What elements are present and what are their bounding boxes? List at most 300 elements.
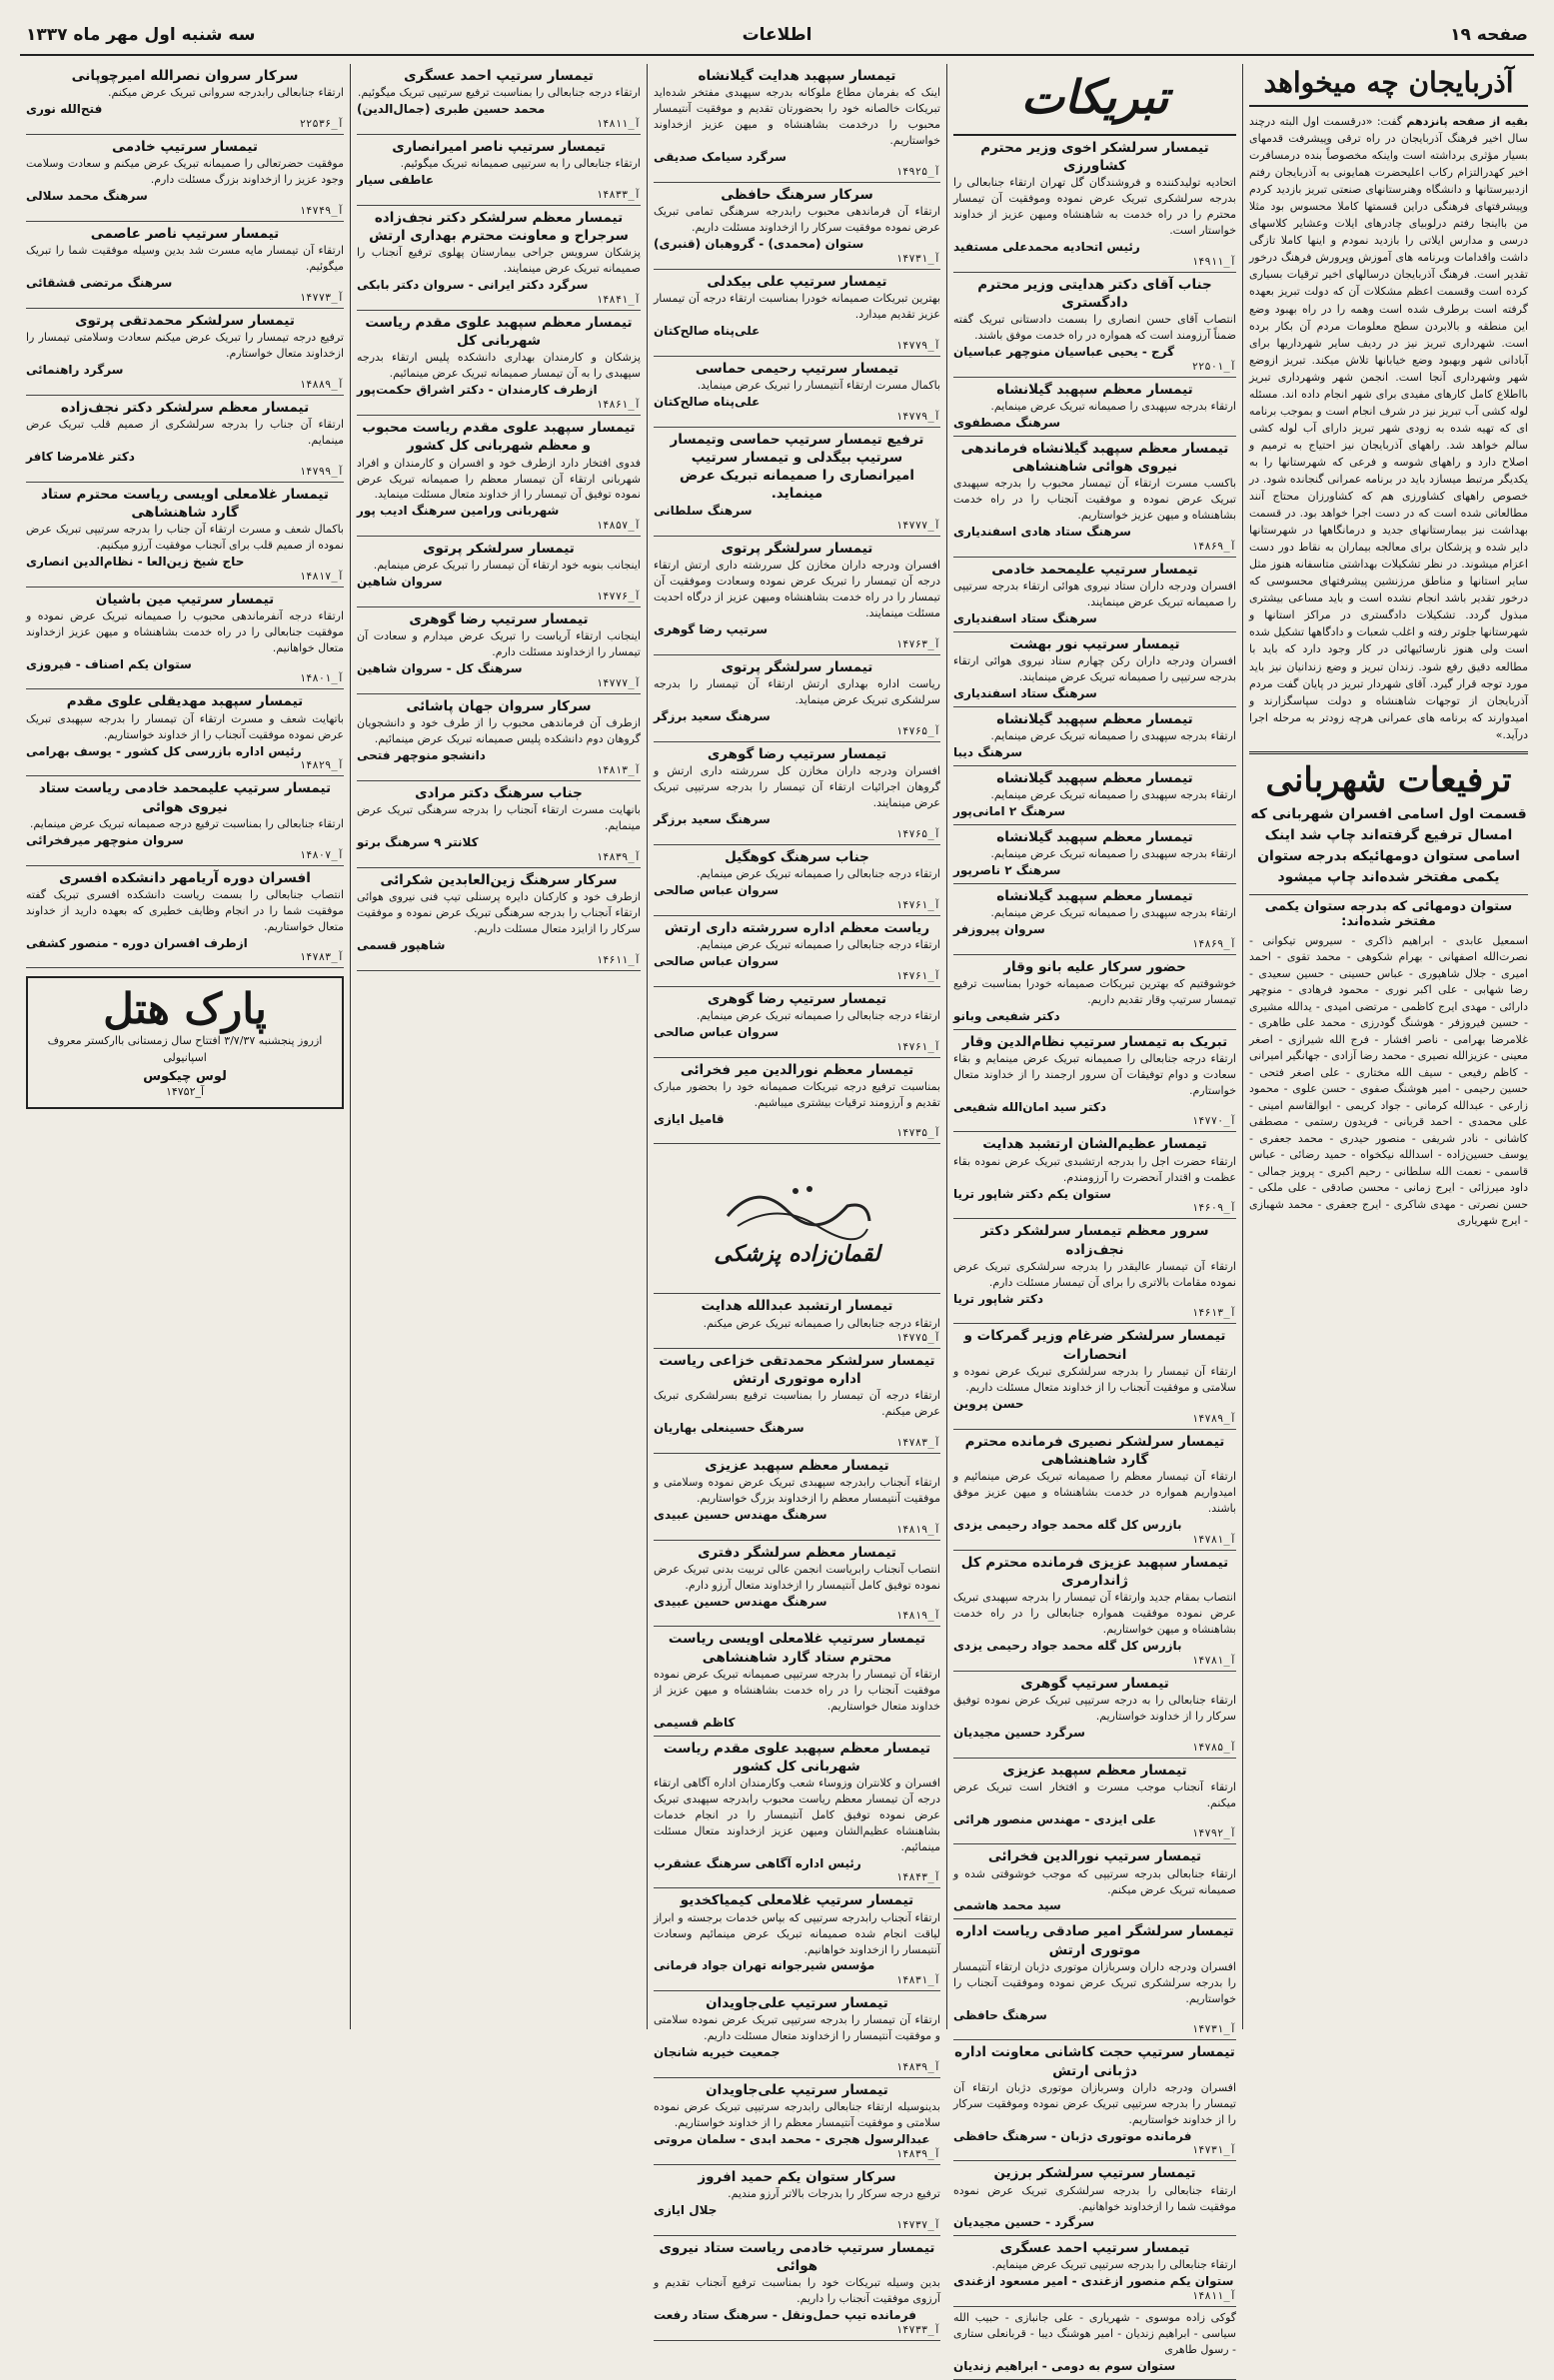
announcement-item bbox=[953, 2307, 1236, 2380]
announcement-item bbox=[654, 64, 940, 183]
announcement-heading: تیمسار معظم سرلشکر دکتر نجف‌زاده سرجراح و معاونت محترم بهداری ارتش bbox=[369, 209, 629, 245]
announcement-signature: سرتیپ رضا گوهری bbox=[654, 622, 769, 637]
announcement-signature: فتح‌الله نوری bbox=[26, 102, 103, 117]
announcement-body: ارتقاء جنابعالی رابدرجه سروانی تبریک عرض میکنم. bbox=[107, 86, 344, 100]
announcement-signature: جلال ایازی bbox=[654, 2203, 718, 2218]
announcement-item bbox=[654, 1991, 940, 2078]
announcement-ref-number: آ_۱۴۸۵۷ bbox=[596, 520, 641, 533]
announcement-body: ارتقاء آن فرماندهی محبوب رابدرجه سرهنگی تمامی تبریک عرض نموده موفقیت سرکار را ازخداوند مسئلت داریم. bbox=[654, 204, 940, 234]
announcement-body: ارتقاء بدرجه سپهبدی را صمیمانه تبریک عرض مینمایم. bbox=[990, 847, 1236, 860]
announcement-heading: تیمسار سرتیپ احمد عسگری bbox=[404, 68, 594, 84]
announcement-item bbox=[953, 2236, 1236, 2307]
announcement-signature: سرگرد دکتر ایرانی - سروان دکتر بابکی bbox=[357, 278, 589, 293]
announcement-ref-number: آ_۱۴۷۸۱ bbox=[1191, 1533, 1236, 1546]
promotions-title: ترفیعات شهربانی bbox=[1249, 751, 1528, 800]
announcement-ref-number: آ_۱۴۶۱۳ bbox=[1191, 1307, 1236, 1320]
article-lead: بقیه از صفحه پانزدهم bbox=[1406, 115, 1529, 128]
announcement-signature: سرهنگ حسینعلی بهاریان bbox=[654, 1420, 804, 1435]
announcement-signature: سروان شاهین bbox=[357, 575, 443, 590]
announcement-heading: تیمسار سرتیپ غلامعلی اویسی ریاست محترم ستاد گارد شاهنشاهی bbox=[668, 1631, 926, 1666]
announcement-body: ارتقاء آن تیمسار عالیقدر را بدرجه سرلشکری تبریک عرض نموده مقامات بالاتری را برای آن تیمسار مسئلت دارم. bbox=[953, 1259, 1236, 1289]
announcement-signature: سروان عباس صالحی bbox=[654, 1024, 778, 1039]
announcement-ref-number: آ_۱۴۸۱۱ bbox=[1191, 2290, 1236, 2303]
announcement-signature: علی ایزدی - مهندس منصور هرائی bbox=[953, 1811, 1157, 1826]
announcement-item bbox=[654, 1294, 940, 1348]
announcement-signature: شاهپور قسمی bbox=[357, 937, 446, 952]
announcement-item bbox=[357, 416, 641, 537]
announcement-ref-number: آ_۱۴۸۴۱ bbox=[596, 294, 641, 307]
announcement-signature: ستوان یکم دکتر شاپور تریا bbox=[953, 1186, 1111, 1201]
article-title: آذربایجان چه میخواهد bbox=[1249, 64, 1528, 107]
announcement-ref-number: آ_۱۴۸۴۳ bbox=[895, 1871, 940, 1884]
announcement-signature: سرگرد - حسین مجیدیان bbox=[953, 2215, 1095, 2230]
announcement-item bbox=[953, 1430, 1236, 1551]
announcement-item bbox=[26, 689, 344, 776]
announcement-body: اینک که بفرمان مطاع ملوکانه بدرجه سپهبدی مفتخر شده‌اید تبریکات خالصانه خود را بحضورتان تقدیم و موفقیت آنتیمسار محبوب را درخدمت بشاهنشاه و میهن عزیز ازخداوند خواستاریم. bbox=[654, 86, 940, 148]
announcement-ref-number: آ_۱۴۷۸۹ bbox=[1191, 1412, 1236, 1425]
announcement-ref-number: آ_۱۴۸۳۳ bbox=[596, 188, 641, 201]
announcement-ref-number: آ_۱۴۸۶۹ bbox=[1191, 937, 1236, 950]
announcement-ref-number: آ_۱۴۷۴۹ bbox=[299, 204, 344, 217]
announcement-body: ریاست اداره بهداری ارتش ارتقاء آن تیمسار را بدرجه سرلشکری تبریک عرض مینماید. bbox=[654, 677, 940, 707]
announcement-heading: سرکار سرهنگ حافظی bbox=[721, 186, 873, 203]
announcement-signature: سرهنگ سعید برزگر bbox=[654, 709, 771, 724]
announcement-signature: سرهنگ ستاد اسفندیاری bbox=[953, 686, 1097, 701]
announcement-ref-number: آ_۱۴۷۶۵ bbox=[895, 827, 940, 840]
announcement-heading: جناب آقای دکتر هدایتی وزیر محترم دادگستری bbox=[977, 276, 1212, 312]
announcement-item bbox=[26, 483, 344, 588]
announcement-ref-number: آ_۱۴۷۷۶ bbox=[596, 591, 641, 603]
announcement-item bbox=[26, 222, 344, 309]
column-tabrikat bbox=[946, 64, 1242, 2374]
announcement-heading: تیمسار سرلشکر محمدتقی پرتوی bbox=[75, 312, 295, 329]
announcement-heading: سرکار سرهنگ زین‌العابدین شکرائی bbox=[380, 871, 618, 888]
announcement-signature: بازرس کل گله محمد جواد رحیمی یزدی bbox=[953, 1638, 1182, 1653]
announcement-body: افسران و کلانتران وزوساء شعب وکارمندان اداره آگاهی ارتقاء درجه آن تیمسار معظم ریاست محبوب رابدرجه سپهبدی تبریک عرض نموده توفیق کامل آنتیمسار را در انجام خدمات بشاهنشاه عظیم‌الشان ومیهن عزیز ازخداوند متعال مسئلت مینمائیم. bbox=[654, 1776, 940, 1853]
announcement-item bbox=[26, 776, 344, 865]
announcement-ref-number: آ_۱۴۸۸۹ bbox=[299, 378, 344, 391]
announcement-heading: تیمسار سرتیپ نورالدین فخرائی bbox=[987, 1848, 1202, 1865]
announcement-body: ارتقاء جنابعالی را بدرجه سرتیپی تبریک عرض مینمایم. bbox=[991, 2258, 1236, 2272]
announcement-heading: ریاست معظم اداره سررشته داری ارتش bbox=[664, 919, 930, 936]
announcement-body: ارتقاء حضرت اجل را بدرجه ارتشبدی تبریک عرض نموده بقاء عظمت و اقتدار آنحضرت را آرزومندم. bbox=[953, 1154, 1236, 1184]
announcement-item bbox=[357, 135, 641, 206]
announcement-ref-number: آ_۱۴۷۷۹ bbox=[895, 339, 940, 352]
announcement-body: افسران ودرجه داران ستاد نیروی هوائی ارتقاء بدرجه سرتیپی را صمیمانه تبریک عرض مینمایند. bbox=[953, 580, 1236, 609]
announcement-item bbox=[357, 206, 641, 311]
announcement-item bbox=[654, 1454, 940, 1541]
announcement-heading: تیمسار سرلشکر پرتوی bbox=[423, 541, 575, 558]
announcement-item bbox=[654, 655, 940, 742]
announcement-signature: فرمانده تیپ حمل‌ونقل - سرهنگ ستاد رفعت bbox=[654, 2308, 917, 2323]
announcement-signature: سرهنگ مهندس حسین عبیدی bbox=[654, 1507, 827, 1522]
announcement-ref-number: آ_۱۴۹۲۵ bbox=[895, 165, 940, 178]
announcement-body: ارتقاء جنابعالی بدرجه سرتیپی که موجب خوشوقتی شده و صمیمانه تبریک عرض میکنم. bbox=[953, 1866, 1236, 1896]
promotions-subtitle: قسمت اول اسامی افسران شهربانی که امسال ترفیع گرفته‌اند چاپ شد اینک اسامی ستوان دومهائیکه بدرجه ستوان یکمی مفتخر شده‌اند چاپ میشود bbox=[1249, 800, 1528, 895]
announcement-heading: تیمسار سرتیپ مین باشیان bbox=[95, 591, 275, 607]
announcement-item bbox=[357, 311, 641, 416]
announcement-body: ارتقاء درجه جنابعالی را صمیمانه تبریک عرض مینمایم و بقاء سعادت و دوام توفیقات آن سرور ارجمند را از خداوند متعال خواستارم. bbox=[953, 1051, 1236, 1097]
announcement-body: انتصاب جنابعالی را بسمت ریاست دانشکده افسری تبریک گفته موفقیت شما را در انجام وظایف خطیری که بعهده دارید از خداوند متعال خواستاریم. bbox=[26, 887, 344, 933]
announcement-body: ارتقاء درجه آنفرماندهی محبوب را صمیمانه تبریک عرض نموده و موفقیت جنابعالی را در راه خدمت بشاهنشاه و میهن عزیز ازخداوند متعال خواهانیم. bbox=[26, 608, 344, 654]
tabrikat-heading: تبریکات bbox=[953, 64, 1236, 136]
announcement-ref-number: آ_۱۴۶۱۱ bbox=[596, 953, 641, 966]
announcement-body: اینجانب ارتقاء آریاست را تبریک عرض میدارم و سعادت آن تیمسار را ازخداوند مسئلت دارم. bbox=[357, 629, 641, 659]
announcement-heading: تیمسار سرتیپ خادمی ریاست ستاد نیروی هوائی bbox=[659, 2239, 935, 2275]
announcement-body: ارتقاء آن جناب را بدرجه سرلشکری از صمیم قلب تبریک عرض مینمایم. bbox=[26, 417, 344, 447]
announcement-signature: سرگرد راهنمائی bbox=[26, 362, 124, 377]
columns bbox=[20, 64, 1534, 2374]
announcement-heading: تیمسار سپهبد مهدیقلی علوی مقدم bbox=[66, 693, 304, 710]
announcement-signature: ستوان یکم اصناف - فیروزی bbox=[26, 656, 192, 671]
announcement-item bbox=[654, 537, 940, 655]
announcement-ref-number: آ_۱۴۸۱۹ bbox=[895, 1523, 940, 1536]
announcement-ref-number: آ_۱۴۷۷۰ bbox=[1191, 1115, 1236, 1128]
announcement-signature: سروان عباس صالحی bbox=[654, 953, 778, 968]
announcement-signature: سرهنگ مهندس حسین عبیدی bbox=[654, 1594, 827, 1609]
announcement-item bbox=[357, 694, 641, 781]
announcement-ref-number: آ_۱۴۷۸۱ bbox=[1191, 1654, 1236, 1667]
announcement-heading: تیمسار سرتیپ رضا گوهری bbox=[707, 745, 887, 762]
announcement-body: ترفیع درجه تیمسار را تبریک عرض میکنم سعادت وسلامتی تیمسار را ازخداوند متعال خواستارم. bbox=[26, 330, 344, 360]
announcement-item bbox=[357, 868, 641, 971]
announcement-item bbox=[26, 64, 344, 135]
announcement-item bbox=[357, 537, 641, 607]
hotel-ad-number: آ_۱۴۷۵۲ bbox=[165, 1085, 205, 1099]
announcement-ref-number: آ_۱۴۹۱۱ bbox=[1191, 255, 1236, 268]
announcement-item bbox=[953, 955, 1236, 1030]
announcement-ref-number: آ_۱۴۸۳۱ bbox=[895, 1974, 940, 1987]
announcement-ref-number: آ_۱۴۷۷۳ bbox=[299, 291, 344, 304]
announcement-heading: تیمسار سرلشکر محمدتقی خزاعی ریاست اداره موتوری ارتش bbox=[659, 1352, 935, 1387]
announcement-heading: سرور معظم تیمسار سرلشکر دکتر نجف‌زاده bbox=[980, 1223, 1209, 1258]
column-article bbox=[1242, 64, 1534, 2029]
announcement-body: ارتقاء بدرجه سپهبدی را صمیمانه تبریک عرض مینمایم. bbox=[990, 729, 1236, 743]
announcement-body: بمناسبت ترفیع درجه تبریکات صمیمانه خود را بحضور مبارک تقدیم و آرزومند ترقیات بیشتری میباشیم. bbox=[654, 1079, 940, 1109]
announcement-body: بدینوسیله ارتقاء جنابعالی رابدرجه سرتیپی تبریک عرض نموده سلامتی و موفقیت آنتیمسار معظم را از خداوند خواستاریم. bbox=[654, 2100, 940, 2130]
announcement-signature: سرهنگ ۲ امانی‌پور bbox=[953, 803, 1066, 818]
announcement-item bbox=[654, 1541, 940, 1628]
announcement-item bbox=[654, 183, 940, 270]
announcement-signature: حاج شیخ زین‌العا - نظام‌الدین انصاری bbox=[26, 554, 245, 569]
announcement-ref-number: آ_۱۴۷۳۱ bbox=[1191, 2144, 1236, 2157]
announcement-ref-number: آ_۱۴۸۱۷ bbox=[299, 570, 344, 583]
announcement-item bbox=[953, 1919, 1236, 2040]
announcement-heading: تیمسار معظم سپهبد گیلانشاه bbox=[996, 828, 1193, 845]
announcement-body: ارتقاء آنجناب رابدرجه سرتیپی که بپاس خدمات برجسته و ابراز لیاقت انجام شده صمیمانه تبریک عرض مینمائیم وسعادت آنتیمسار را ازخداوند خواهانیم. bbox=[654, 1910, 940, 1956]
announcement-item bbox=[654, 1627, 940, 1736]
announcement-signature: ازطرف افسران دوره - منصور کشفی bbox=[26, 935, 248, 950]
announcement-signature: سرهنگ ۲ ناصرپور bbox=[953, 862, 1061, 877]
announcement-signature: سرهنگ محمد سلالی bbox=[26, 189, 148, 204]
announcement-ref-number: آ_۱۴۷۶۱ bbox=[895, 969, 940, 982]
announcement-heading: ترفیع تیمسار سرتیپ حماسی وتیمسار سرتیپ بیگدلی و تیمسار سرتیپ امیرانصاری را صمیمانه تبریک عرض مینماید. bbox=[670, 431, 924, 503]
announcement-signature: علی‌پناه صالح‌کتان bbox=[654, 394, 761, 409]
announcement-item bbox=[654, 1737, 940, 1889]
announcement-ref-number: آ_۱۴۷۳۵ bbox=[895, 1127, 940, 1140]
announcement-body: باتهایت شعف و مسرت ارتقاء آن تیمسار را بدرجه سپهبدی تبریک عرض نموده موفقیت آنجناب را از خداوند خواستاریم. bbox=[26, 711, 344, 741]
announcement-signature: سرهنگ ستاد اسفندیاری bbox=[953, 611, 1097, 626]
announcement-heading: تیمسار سرتیپ علیمحمد خادمی ریاست ستاد نیروی هوائی bbox=[38, 780, 332, 815]
announcement-ref-number: آ_۱۴۷۷۹ bbox=[895, 410, 940, 423]
announcement-item bbox=[953, 825, 1236, 884]
announcement-heading: تیمسار معظم سپهبد علوی مقدم ریاست شهربانی کل کشور bbox=[663, 1740, 931, 1775]
announcement-heading: تیمسار معظم نورالدین میر فخرائی bbox=[680, 1061, 914, 1078]
announcement-body: ارتقاء جنابعالی را به درجه سرتیپی تبریک عرض نموده توفیق سرکار را از خداوند خواستاریم. bbox=[953, 1693, 1236, 1723]
announcement-body: انتصاب آقای حسن انصاری را بسمت دادستانی تبریک گفته ضمناً آرزومند است که همواره در راه خدمت موفق باشند. bbox=[953, 313, 1236, 343]
announcement-item bbox=[654, 987, 940, 1058]
announcement-ref-number: آ_۱۴۸۱۹ bbox=[895, 1610, 940, 1623]
announcement-item bbox=[654, 742, 940, 845]
announcement-heading: جناب سرهنگ دکتر مرادی bbox=[415, 784, 583, 801]
announcement-heading: تیمسار سپهبد هدایت گیلانشاه bbox=[698, 68, 896, 84]
announcement-signature: ستوان یکم منصور ازغندی - امیر مسعود ازغندی bbox=[953, 2274, 1234, 2289]
announcement-body: انتصاب بمقام جدید وارتقاء آن تیمسار را بدرجه سپهبدی تبریک عرض نموده موفقیت همواره جنابعالی را در راه خدمت بشاهنشاه و میهن خواستاریم. bbox=[953, 1591, 1236, 1636]
announcement-signature: حسن پروین bbox=[953, 1396, 1024, 1411]
announcement-ref-number: آ_۱۴۷۷۷ bbox=[596, 677, 641, 690]
newspaper-name: اطلاعات bbox=[742, 25, 812, 45]
announcement-heading: تیمسار سرلشگر امیر صادقی ریاست اداره موتوری ارتش bbox=[955, 1923, 1234, 1958]
announcement-heading: تیمسار معظم سپهبد عزیزی bbox=[1002, 1762, 1187, 1779]
announcement-ref-number: آ_۱۴۸۳۹ bbox=[895, 2148, 940, 2161]
announcement-signature: ستوان سوم به دومی - ابراهیم زندیان bbox=[953, 2359, 1176, 2374]
promotions-lead: ستوان دومهائی که بدرجه ستوان یکمی مفتخر شده‌اند: bbox=[1264, 898, 1513, 929]
announcement-body: اتحادیه تولیدکننده و فروشندگان گل تهران ارتقاء جنابعالی را بدرجه سرلشکری تبریک عرض نموده وموفقیت آن تیمسار محترم را در راه خدمت به شاهنشاه ومیهن عزیز از خداوند خواستار است. bbox=[953, 176, 1236, 238]
announcement-item bbox=[953, 1324, 1236, 1429]
announcement-item bbox=[953, 632, 1236, 707]
announcement-item bbox=[654, 270, 940, 357]
announcement-body: ارتقاء آن تیمسار مایه مسرت شد بدین وسیله موفقیت شما را تبریک میگوئیم. bbox=[26, 244, 344, 273]
announcement-heading: تیمسار عظیم‌الشان ارتشبد هدایت bbox=[982, 1136, 1207, 1153]
announcement-signature: سروان پیروزفر bbox=[953, 921, 1045, 936]
announcement-heading: تیمسار سرتیپ حجت کاشانی معاونت اداره دژبانی ارتش bbox=[954, 2044, 1235, 2079]
announcement-ref-number: آ_۱۴۸۳۹ bbox=[895, 2061, 940, 2074]
announcement-heading: تیمسار سرتیپ خادمی bbox=[112, 138, 258, 155]
announcement-ref-number: آ_۱۴۷۹۹ bbox=[299, 465, 344, 478]
announcement-signature: سرهنگ دیبا bbox=[953, 745, 1023, 760]
announcement-heading: تیمسار سرتیپ غلامعلی کیمیاکخدیو bbox=[680, 1892, 914, 1909]
announcement-body: باکسب مسرت ارتقاء آن تیمسار محبوب را بدرجه سپهبدی تبریک عرض نموده و موفقیت آنجناب را در راه خدمت بشاهنشاه و میهن عزیز خواستاریم. bbox=[953, 477, 1236, 523]
announcement-heading: تیمسار ارتشبد عبدالله هدایت bbox=[701, 1298, 893, 1315]
announcement-item bbox=[26, 135, 344, 222]
announcement-body: پزشکان و کارمندان بهداری دانشکده پلیس ارتقاء بدرجه سپهبدی را به آن تیمسار صمیمانه تبریک عرض مینمائیم. bbox=[357, 351, 641, 381]
announcement-heading: تیمسار معظم سپهبد علوی مقدم ریاست شهربانی کل bbox=[365, 315, 633, 350]
announcement-item bbox=[953, 2040, 1236, 2161]
announcement-heading: تیمسار سرتیپ علی‌جاویدان bbox=[706, 2082, 888, 2099]
announcement-heading: سرکار سروان نصرالله امیرچوپانی bbox=[71, 68, 299, 84]
announcement-body: بهترین تبریکات صمیمانه خودرا بمناسبت ارتقاء درجه آن تیمسار عزیز تقدیم میدارد. bbox=[654, 291, 940, 321]
announcement-heading: تیمسار سپهبد عزیزی فرمانده محترم کل ژاندارمری bbox=[960, 1554, 1229, 1589]
article-text: گفت: «درقسمت اول البته درچند سال اخیر فرهنگ آذربایجان در راه ترقی وپیشرفت قدمهای بسیار مؤثری برداشته است واینکه مخصوصاً بنده درمسافرت اخیر کهدرالتزام رکاب اعلیحضرت همایونی به آذربایجان رفتم ازدبیرستانها و دانشگاه وهنرستانهای صنعتی تبریز بازدید کردم وپیشرفتهای فرهنگی دراین قسمتها کاملا محسوس بود مثلا من بااینجا رفتم درلوبیای چادرهای ایلات وعشایر کلاسهای درسی و مدارس ایلاتی را بازدید نمودم و اینها کاملا تازگی داشت واقدامات وبرنامه های آموزش وپرورش فرهنگ درخور تقدیر است. فرهنگ آذربایجان درسالهای اخیر ترقیات بسیاری کرده است وقسمت اعظم مشکلات آن که دولت تبریز بعهده گرفته است برطرف شده است وهمه را در راه بهبود وضع این منطقه و بالابردن سطح معلومات مردم آن بکار برده است. شهرداری تبریز نیز در ردیف سایر شهرداریها برای آبادانی شهر وبهبود وضع خیابانها تلاش میکند. تبریز ازوضع شهر وشهرداری آنجا است. انجمن شهر وشهرداری تبریز بااطلاع کامل کارهای مفیدی برای شهر انجام داده اند. مسئله لوله کشی آب تبریز نیز در شرف انجام است و بموجب برنامه ای که تهیه شده به زودی شهر تبریز دارای آب لوله کشی سالم خواهد شد. راههای آذربایجان نیز احتیاج به ترمیم و اصلاح دارد و راههای شوسه و فرعی که شهرستانها را به یکدیگر مرتبط میسازد باید در برنامه عمرانی گنجانده شود. در خصوص راههای کشاورزی هم که کشاورزان محتاج آنند مطالعاتی شده است که در دست اجرا خواهد بود. در قسمت بهداشت نیز بیمارستانهای جدید و درمانگاهها در شهرستانها دایر شده و پزشکان برای معالجه بیماران به نقاط دور دست اعزام میشوند. در نظر تشکیلات بهداشتی متاسفانه هنوز مثل سایر استانها و مناطق مرزنشین پیشرفتهای محسوسی که درخور تقدیر باشد انجام نشده است و باید مساعی بیشتری مبذول گردد. تشکیلات دادگستری در مراکز استانها و شهرستانها جلوتر رفته و اغلب شعبات و دادگاهها تشکیل شده است ولی هنوز نارسائیهائی در کار وجود دارد که باید با مطالعه دقیق رفع شود. زندان تبریز و وضع زندانیان نیز باید مورد توجه قرار گیرد. آقای شهردار تبریز در پایان گفت مردم آذربایجان از توجهات شاهنشاه و دولت سپاسگزارند و امیدوارند که برنامه های عمرانی هرچه زودتر به مرحله اجرا درآید.» bbox=[1249, 115, 1528, 741]
logo-text: لقمان‌زاده پزشکی bbox=[714, 1240, 880, 1267]
announcement-item bbox=[654, 1058, 940, 1145]
announcement-body: پزشکان سرویس جراحی بیمارستان پهلوی ترفیع آنجناب را صمیمانه تبریک عرض مینمایند. bbox=[357, 246, 641, 276]
announcement-body: ازطرف آن فرماندهی محبوب را از طرف خود و دانشجویان گروهان دوم دانشکده پلیس صمیمانه تبریک عرض مینمائیم. bbox=[357, 716, 641, 746]
announcement-item bbox=[953, 136, 1236, 273]
announcement-signature: دکتر شفیعی وبانو bbox=[953, 1008, 1060, 1023]
hotel-ad-desc: ازروز پنجشنبه ۳/۷/۳۷ افتتاح سال زمستانی باارکستر معروف اسپانیولی bbox=[47, 1034, 323, 1064]
announcement-item bbox=[654, 1888, 940, 1991]
announcement-ref-number: آ_۱۴۸۶۹ bbox=[1191, 541, 1236, 554]
announcement-item bbox=[953, 884, 1236, 955]
announcement-item bbox=[654, 916, 940, 987]
announcement-heading: سرکار سروان جهان پاشائی bbox=[406, 698, 592, 715]
announcement-signature: علی‌پناه صالح‌کتان bbox=[654, 323, 761, 338]
announcement-signature: رئیس اداره بازرسی کل کشور - یوسف بهرامی bbox=[26, 743, 302, 758]
announcement-body: باکمال مسرت ارتقاء آنتیمسار را تبریک عرض مینماید. bbox=[697, 378, 940, 392]
announcement-heading: تیمسار سرلشکر اخوی وزیر محترم کشاورزی bbox=[980, 140, 1209, 175]
announcement-body: بانهایت مسرت ارتقاء آنجناب را بدرجه سرهنگی تبریک عرض مینمایم. bbox=[357, 803, 641, 833]
announcements-col2b bbox=[654, 1294, 940, 2341]
announcement-body: افسران ودرجه داران مخازن کل سررشته داری ارتش و گروهان اجرائیات ارتقاء آن تیمسار را بدرجه سرتیپی تبریک عرض مینمایند. bbox=[654, 764, 940, 809]
announcement-ref-number: آ_۱۴۷۶۱ bbox=[895, 1040, 940, 1053]
announcement-signature: سرهنگ حافظی bbox=[953, 2007, 1047, 2022]
announcement-signature: سید محمد هاشمی bbox=[953, 1898, 1061, 1913]
announcement-body: ارتقاء درجه جنابعالی را صمیمانه تبریک عرض مینمایم. bbox=[696, 937, 940, 951]
announcement-signature: فرمانده موتوری دژبان - سرهنگ حافظی bbox=[953, 2128, 1192, 2143]
announcement-item bbox=[953, 378, 1236, 437]
announcement-signature: گرج - یحیی عباسیان منوچهر عباسیان bbox=[953, 345, 1175, 360]
announcement-body: ازطرف خود و کارکنان دایره پرسنلی تیپ فنی نیروی هوائی ارتقاء آنجناب را بدرجه سرهنگی تبریک عرض نموده و موفقیت سرکار را ازایزد متعال مسئلت داریم. bbox=[357, 890, 641, 935]
announcement-item bbox=[357, 64, 641, 135]
announcement-heading: تیمسار معظم سپهبد گیلانشاه فرماندهی نیروی هوائی شاهنشاهی bbox=[960, 441, 1229, 476]
announcement-signature: کلانتر ۹ سرهنگ برتو bbox=[357, 835, 479, 849]
newspaper-page bbox=[20, 16, 1534, 2374]
announcement-signature: شهربانی ورامین سرهنگ ادیب پور bbox=[357, 504, 560, 519]
announcement-signature: سرگرد حسین مجیدیان bbox=[953, 1725, 1085, 1740]
announcement-body: باکمال شعف و مسرت ارتقاء آن جناب را بدرجه سرتیپی تبریک عرض نموده از صمیم قلب برای آنجناب موفقیت آرزو میکنیم. bbox=[26, 522, 344, 552]
announcement-signature: سرگرد سیامک صدیقی bbox=[654, 149, 786, 164]
announcement-ref-number: آ_۲۲۵۳۶ bbox=[299, 117, 344, 130]
announcement-heading: تیمسار معظم سپهبد عزیزی bbox=[705, 1457, 889, 1474]
announcements-col2a bbox=[654, 64, 940, 1144]
announcement-item bbox=[26, 866, 344, 969]
announcement-signature: سرهنگ سلطانی bbox=[654, 504, 753, 519]
announcement-heading: تیمسار سرتیپ احمد عسگری bbox=[999, 2240, 1190, 2257]
announcement-item bbox=[953, 273, 1236, 378]
announcement-signature: رئیس اداره آگاهی سرهنگ عشقرب bbox=[654, 1855, 861, 1870]
announcement-heading: تیمسار سرتیپ رضا گوهری bbox=[707, 990, 887, 1007]
announcement-signature: رئیس اتحادیه محمدعلی مستفید bbox=[953, 240, 1140, 255]
announcement-heading: افسران دوره آریامهر دانشکده افسری bbox=[59, 869, 311, 886]
announcement-body: ارتقاء بدرجه سپهبدی را صمیمانه تبریک عرض مینمایم. bbox=[990, 905, 1236, 919]
announcement-body: ارتقاء درجه جنابعالی را صمیمانه تبریک عرض مینمایم. bbox=[696, 1008, 940, 1022]
announcement-ref-number: آ_۱۴۷۳۷ bbox=[895, 2218, 940, 2231]
announcement-item bbox=[654, 2165, 940, 2236]
announcement-body: ارتقاء درجه جنابعالی را صمیمانه تبریک عرض مینمایم. bbox=[696, 866, 940, 880]
announcement-item bbox=[953, 766, 1236, 825]
hotel-ad-title: پارک هتل bbox=[103, 984, 267, 1034]
announcement-heading: تیمسار معظم سپهبد گیلانشاه bbox=[996, 382, 1193, 399]
announcement-ref-number: آ_۱۴۷۸۵ bbox=[1191, 1741, 1236, 1754]
issue-date: سه شنبه اول مهر ماه ۱۳۳۷ bbox=[26, 25, 256, 45]
announcement-body: انتصاب آنجناب رابریاست انجمن عالی تربیت بدنی تبریک عرض نموده توفیق کامل آنتیمسار را ازخداوند متعال آرزو دارم. bbox=[654, 1562, 940, 1592]
announcement-signature: سروان منوچهر میرفخرائی bbox=[26, 832, 184, 847]
announcement-signature: ستوان (محمدی) - گروهبان (قنبری) bbox=[654, 236, 864, 251]
announcement-heading: تیمسار سرتیپ علی‌جاویدان bbox=[706, 1995, 888, 2012]
announcement-item bbox=[357, 607, 641, 694]
announcement-signature: عبدالرسول هجری - محمد ابدی - سلمان مروتی bbox=[654, 2132, 930, 2147]
column-announcements-1 bbox=[20, 64, 350, 2029]
announcement-body: موفقیت حضرتعالی را صمیمانه تبریک عرض میکنم و سعادت وسلامت وجود عزیز را ازخداوند بزرگ مسئلت دارم. bbox=[26, 157, 344, 187]
announcement-item bbox=[953, 2161, 1236, 2236]
announcements-col3 bbox=[953, 136, 1236, 2380]
announcement-body: افسران ودرجه داران رکن چهارم ستاد نیروی هوائی ارتقاء بدرجه سرتیپی را صمیمانه تبریک عرض مینمایند. bbox=[953, 654, 1236, 684]
announcement-item bbox=[26, 588, 344, 690]
announcement-ref-number: آ_۱۴۸۰۱ bbox=[299, 672, 344, 685]
announcement-heading: تیمسار سپهبد علوی مقدم ریاست محبوب و معظم شهربانی کل کشور bbox=[362, 420, 636, 455]
announcement-heading: تیمسار معظم سرلشگر دفتری bbox=[698, 1544, 896, 1561]
announcement-signature: مؤسس شیرجوانه تهران جواد فرمانی bbox=[654, 1958, 875, 1973]
announcement-item bbox=[654, 357, 940, 428]
announcement-body: ارتقاء آن تیمسار را بدرجه سرتیپی صمیمانه تبریک عرض نموده موفقیت آنجناب را در راه خدمت بشاهنشاه و میهن عزیز از خداوند متعال خواستاریم. bbox=[654, 1667, 940, 1713]
announcement-body: ارتقاء آن تیمسار را بدرجه سرلشکری تبریک عرض نموده و سلامتی و موفقیت آنجناب را از خداوند متعال مسئلت داریم. bbox=[953, 1364, 1236, 1394]
column-announcements-1b bbox=[350, 64, 647, 2029]
announcement-signature: ازطرف کارمندان - دکتر اشراق حکمت‌پور bbox=[357, 383, 598, 398]
announcement-heading: تیمسار سرتیپ سرلشکر برزین bbox=[993, 2165, 1196, 2182]
announcement-signature: دکتر سید امان‌الله شفیعی bbox=[953, 1099, 1106, 1114]
announcement-heading: تیمسار سرتیپ نور بهشت bbox=[1009, 635, 1180, 652]
announcement-body: ارتقاء جنابعالی را به سرتیپی صمیمانه تبریک میگوئیم. bbox=[400, 157, 641, 171]
announcement-item bbox=[953, 1672, 1236, 1759]
hotel-ad-lead: لوس چیکوس bbox=[143, 1069, 227, 1085]
announcement-heading: تیمسار سرتیپ علی بیکدلی bbox=[707, 273, 887, 290]
announcement-signature: بازرس کل گله محمد جواد رحیمی یزدی bbox=[953, 1517, 1182, 1532]
announcement-heading: تیمسار معظم سرلشکر دکتر نجف‌زاده bbox=[60, 399, 310, 416]
announcement-heading: تیمسار سرتیپ علیمحمد خادمی bbox=[991, 562, 1198, 579]
announcement-ref-number: آ_۱۴۸۰۷ bbox=[299, 848, 344, 861]
calligraphy-logo-icon bbox=[718, 1171, 877, 1241]
announcement-heading: حضور سرکار علیه بانو وقار bbox=[1003, 958, 1186, 975]
announcement-heading: تیمسار سرلشکر ضرغام وزیر گمرکات و انحصارات bbox=[963, 1328, 1226, 1363]
announcement-signature: سرهنگ کل - سروان شاهین bbox=[357, 661, 523, 676]
announcement-ref-number: آ_۱۴۸۲۹ bbox=[299, 759, 344, 772]
announcement-heading: تیمسار سرتیپ رضا گوهری bbox=[409, 611, 589, 628]
hotel-ad bbox=[26, 976, 344, 1109]
announcement-item bbox=[654, 2078, 940, 2165]
announcement-item bbox=[654, 2236, 940, 2341]
announcement-body: گوکی زاده موسوی - شهریاری - علی جانبازی - حبیب الله سیاسی - ابراهیم زندیان - امیر هوشنگ دیبا - قربانعلی ستاری - رسول طاهری bbox=[953, 2311, 1236, 2357]
announcement-signature: محمد حسین طبری (جمال‌الدین) bbox=[357, 102, 546, 117]
announcement-ref-number: آ_۱۴۶۰۹ bbox=[1191, 1202, 1236, 1215]
announcement-body: ترفیع درجه سرکار را بدرجات بالاتر آرزو مندیم. bbox=[728, 2187, 940, 2201]
announcement-item bbox=[654, 1349, 940, 1454]
masthead bbox=[20, 16, 1534, 56]
announcement-item bbox=[953, 1132, 1236, 1219]
announcement-signature: قامیل ایازی bbox=[654, 1111, 725, 1126]
announcement-ref-number: آ_۱۴۸۱۱ bbox=[596, 117, 641, 130]
announcement-item bbox=[953, 1219, 1236, 1324]
announcement-heading: تیمسار سرتیپ ناصر امیرانصاری bbox=[392, 138, 606, 155]
announcement-heading: تیمسار سرتیپ گوهری bbox=[1020, 1675, 1169, 1692]
announcement-ref-number: آ_۱۴۷۳۱ bbox=[895, 252, 940, 265]
promotions-list: اسمعیل عابدی - ابراهیم ذاکری - سیروس تیکوانی - نصرت‌الله اصفهانی - بهرام شکوهی - محمد تقوی - احمد امیری - جلال شاهپوری - عباس حسینی - حسین سعیدی - رضا شهابی - علی اکبر نوری - محمود فرهادی - منوچهر دارائی - مهدی ایرج کاظمی - مرتضی امیدی - یدالله مشیری - حسین فیروزفر - هوشنگ گودرزی - محمد علی طاهری - غلامرضا بهرامی - ناصر افشار - فرج الله شیرازی - اصغر معینی - عزیزالله نصیری - محمد رضا آزادی - جهانگیر امیرانی - کاظم رفیعی - سیف الله مختاری - علی اصغر فتحی - حسین رحیمی - امیر هوشنگ صفوی - حسن علوی - محمود زارعی - عبدالله کرمانی - جواد کریمی - ابوالقاسم امینی - علی محمدی - احمد قربانی - فریدون رستمی - مصطفی کاشانی - نادر شریفی - منصور حیدری - محمد جعفری - یوسف حسین‌زاده - اسدالله نیکخواه - حمید رضائی - عباس قاسمی - نعمت الله سلطانی - رحیم اکبری - پرویز جمالی - داود میرزائی - ایرج زمانی - محسن صادقی - علی ملکی - حسن نصرتی - مهدی شاکری - ایرج جعفری - محمد شهبازی - ایرج شهریاری bbox=[1249, 933, 1528, 1228]
announcement-body: بدین وسیله تبریکات خود را بمناسبت ترفیع آنجناب تقدیم و آرزوی موفقیت آنجناب را داریم. bbox=[654, 2276, 940, 2306]
announcement-item bbox=[953, 1030, 1236, 1133]
announcement-body: افسران ودرجه داران وسربازان موتوری دژبان ارتقاء آن تیمسار را بدرجه سرتیپی تبریک عرض نموده وموفقیت سرکار را از خداوند خواستاریم. bbox=[953, 2080, 1236, 2126]
announcement-ref-number: آ_۱۴۷۹۲ bbox=[1191, 1827, 1236, 1840]
announcement-signature: سروان عباس صالحی bbox=[654, 882, 778, 897]
article-body bbox=[1249, 113, 1528, 743]
announcement-heading: تیمسار سرلشگر پرتوی bbox=[721, 658, 873, 675]
announcement-signature: عاطفی سیار bbox=[357, 173, 435, 188]
logo-box bbox=[654, 1144, 940, 1294]
announcement-item bbox=[26, 309, 344, 396]
announcement-item bbox=[654, 428, 940, 538]
announcement-ref-number: آ_۱۴۷۷۷ bbox=[895, 520, 940, 533]
announcement-signature: دکتر غلامرضا کافر bbox=[26, 449, 135, 464]
announcement-heading: تیمسار معظم سپهبد گیلانشاه bbox=[996, 887, 1193, 904]
